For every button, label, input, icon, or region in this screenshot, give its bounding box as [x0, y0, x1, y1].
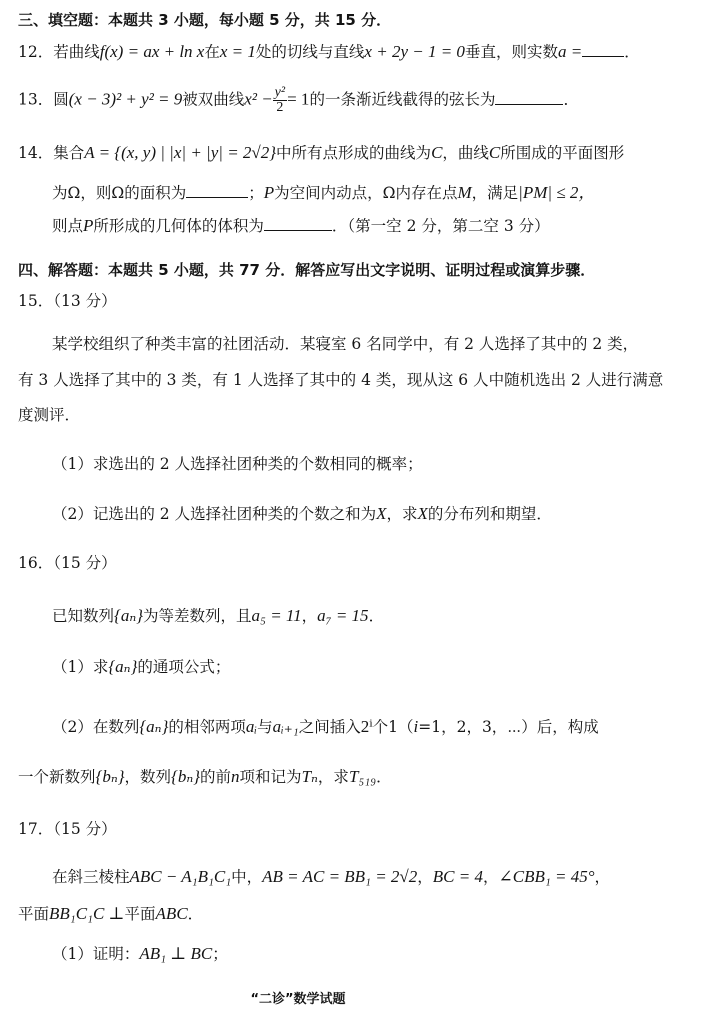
q13-text-3: 的一条渐近线截得的弦长为 [309, 90, 496, 109]
q13-circle: (x − 3)² + y² = 9 [68, 89, 183, 109]
q12-text-4: 垂直，则实数 [464, 43, 558, 61]
q17-text-a: 在斜三棱柱 [52, 868, 130, 886]
q17-sub-1 [52, 943, 710, 965]
q13-hyperbola-rhs: = 1 [287, 89, 310, 109]
q17-bc: BC = 4 [432, 867, 483, 886]
q16-sub-3-text-c: 的前 [200, 768, 232, 786]
q14-set-a: A = {(x, y) | |x| + |y| = 2√2} [84, 143, 277, 162]
q17-plane-abc: ABC [155, 904, 188, 923]
q17-angle: ∠CBB₁ = 45° [498, 867, 595, 886]
q12-text-3: 处的切线与直线 [255, 43, 365, 61]
q14-number: 14． [18, 144, 54, 162]
q14-curve-c-2: C [488, 143, 501, 162]
q14-text-10: 所形成的几何体的体积为 [93, 217, 264, 235]
q17-label: 17．（15 分） [18, 820, 117, 838]
q16-sub-2-cont [18, 766, 710, 788]
q14-text-4: 所围成的平面图形 [500, 144, 625, 162]
q15-sub-1: （1）求选出的 2 人选择社团种类的个数相同的概率； [52, 455, 423, 473]
q16-label: 16．（15 分） [18, 554, 117, 572]
q13-text-2: 被双曲线 [182, 90, 245, 109]
q14-point-m: M [457, 183, 472, 202]
page-footer [0, 988, 724, 1007]
q17-prism: ABC − A₁B₁C₁ [129, 867, 232, 886]
q13-text-4: ． [563, 90, 579, 109]
q16-paragraph-1 [52, 605, 710, 627]
q14-text-3: ，曲线 [442, 144, 489, 162]
q16-index-i: i [413, 717, 419, 736]
q15-paragraph-3: 度测评． [18, 406, 81, 424]
q14-point-p: P [263, 183, 275, 202]
q14-text-5: 为Ω，则Ω的面积为 [52, 184, 187, 202]
q14-text-8: ，满足 [471, 184, 519, 202]
q16-a7: a₇ = 15 [317, 606, 369, 625]
q16-text-d: ． [368, 607, 385, 625]
q12-text-5: ． [624, 43, 640, 61]
q16-sub-2-text-e: 个1（ [372, 718, 414, 736]
q14-point-p-2: P [83, 216, 94, 235]
q16-sub-3-text-b: ，数列 [124, 768, 172, 786]
q12-text-2: 在 [204, 43, 220, 61]
question-12 [18, 41, 710, 63]
q12-number: 12． [18, 43, 54, 61]
q13-number: 13． [18, 90, 54, 109]
q17-text-d: ， [482, 868, 499, 886]
q12-function: f(x) = ax + ln x [99, 42, 205, 61]
q16-sub-2-text-a: （2）在数列 [52, 718, 140, 736]
question-14-line-2 [52, 182, 710, 204]
q16-seq-a-2: {aₙ} [108, 657, 138, 676]
q16-sub-3-text-a: 一个新数列 [18, 768, 96, 786]
q16-a5: a₅ = 11 [251, 606, 302, 625]
q14-text-9: 则点 [52, 217, 84, 235]
q15-var-x-2: X [417, 504, 428, 523]
q14-curve-c: C [431, 143, 443, 162]
q14-text-1: 集合 [53, 144, 85, 162]
q16-seq-a-3: {aₙ} [139, 717, 169, 736]
q15-paragraph-2: 有 3 人选择了其中的 3 类，有 1 人选择了其中的 4 类，现从这 6 人中随机选出 2 人进行满意 [18, 371, 664, 389]
q13-fraction [273, 86, 287, 115]
question-13 [18, 86, 710, 115]
q17-text-c: ， [417, 868, 433, 886]
q16-text-c: ， [301, 607, 318, 625]
question-14-line-3 [52, 215, 710, 237]
q14-text-11: ．（第一空 2 分，第二空 3 分） [331, 217, 550, 235]
q15-paragraph-1: 某学校组织了种类丰富的社团活动．某寝室 6 名同学中，有 2 人选择了其中的 2 类， [52, 335, 639, 353]
q16-sub-1-text-b: 的通项公式； [137, 658, 231, 676]
q17-text-h: ． [187, 905, 204, 923]
q13-hyperbola-x: x² − [244, 89, 273, 109]
q12-answer-blank[interactable] [582, 41, 624, 57]
q16-sub-2-text-d: 之间插入 [298, 718, 361, 736]
q17-paragraph-2 [18, 903, 710, 925]
q14-condition: |PM| ≤ 2， [518, 183, 596, 202]
q15-sub-2-text-b: ，求 [386, 505, 418, 523]
q16-seq-b: {bₙ} [95, 767, 125, 786]
q16-tn: Tₙ [301, 767, 318, 786]
q15-sub-2 [52, 503, 710, 525]
q14-text-7: 为空间内动点，Ω内存在点 [274, 184, 458, 202]
q16-sub-2 [52, 716, 710, 738]
q16-sub-3-text-f: ． [376, 768, 392, 786]
q16-sub-1 [52, 656, 710, 678]
q16-seq-b-2: {bₙ} [171, 767, 201, 786]
q16-n: n [231, 767, 240, 786]
q13-fraction-den: 2 [276, 100, 284, 115]
q17-text-f: 平面 [18, 905, 50, 923]
q17-equal-sides: AB = AC = BB₁ = 2√2 [262, 867, 418, 886]
q15-sub-2-text-a: （2）记选出的 2 人选择社团种类的个数之和为 [52, 505, 377, 523]
q15-var-x: X [376, 504, 387, 523]
q16-seq-a: {aₙ} [114, 606, 144, 625]
q16-text-b: 为等差数列，且 [143, 607, 252, 625]
q13-fraction-num: y² [274, 85, 286, 100]
q16-sub-2-text-f: =1，2，3，⋯）后，构成 [418, 718, 599, 736]
q12-var: a = [557, 42, 583, 61]
q17-text-g: 平面 [124, 905, 156, 923]
q16-power: 2ⁱ [360, 717, 373, 736]
footer-title: “二诊”数学试题 [250, 992, 346, 1007]
q14-answer-blank-1[interactable] [186, 182, 248, 198]
q13-text-1: 圆 [53, 90, 69, 109]
q17-sub-1-text-b: ； [212, 945, 228, 963]
q14-answer-blank-2[interactable] [264, 215, 332, 231]
q17-paragraph-1 [52, 866, 710, 888]
section-fill-in-header: 三、填空题：本题共 3 小题，每小题 5 分，共 15 分． [18, 11, 392, 29]
q16-text-a: 已知数列 [52, 607, 115, 625]
q17-text-e: ， [594, 868, 611, 886]
q15-label: 15．（13 分） [18, 292, 117, 310]
q16-sub-3-text-d: 项和记为 [239, 768, 302, 786]
section-answer-header: 四、解答题：本题共 5 小题，共 77 分．解答应写出文字说明、证明过程或演算步骤． [18, 261, 596, 279]
q12-line: x + 2y − 1 = 0 [364, 42, 465, 61]
q17-plane-perp: BB₁C₁C ⊥ [49, 904, 125, 923]
question-14-line-1 [18, 142, 710, 164]
q16-sub-2-text-c: 与 [257, 718, 273, 736]
q16-sub-2-text-b: 的相邻两项 [168, 718, 246, 736]
q15-sub-2-text-c: 的分布列和期望． [427, 505, 552, 523]
q16-term-ai1: aᵢ₊₁ [272, 717, 299, 736]
q17-proof-statement: AB₁ ⊥ BC [139, 944, 213, 963]
q16-t519: T₅₁₉ [348, 767, 377, 786]
q16-sub-1-text-a: （1）求 [52, 658, 109, 676]
q14-text-6: ； [248, 184, 264, 202]
q17-sub-1-text-a: （1）证明： [52, 945, 140, 963]
q16-term-ai: aᵢ [245, 717, 258, 736]
q16-sub-3-text-e: ，求 [317, 768, 349, 786]
q12-point: x = 1 [219, 42, 256, 61]
q12-text-1: 若曲线 [53, 43, 100, 61]
q13-answer-blank[interactable] [495, 89, 563, 105]
q14-text-2: 中所有点形成的曲线为 [276, 144, 432, 162]
q17-text-b: 中， [231, 868, 263, 886]
